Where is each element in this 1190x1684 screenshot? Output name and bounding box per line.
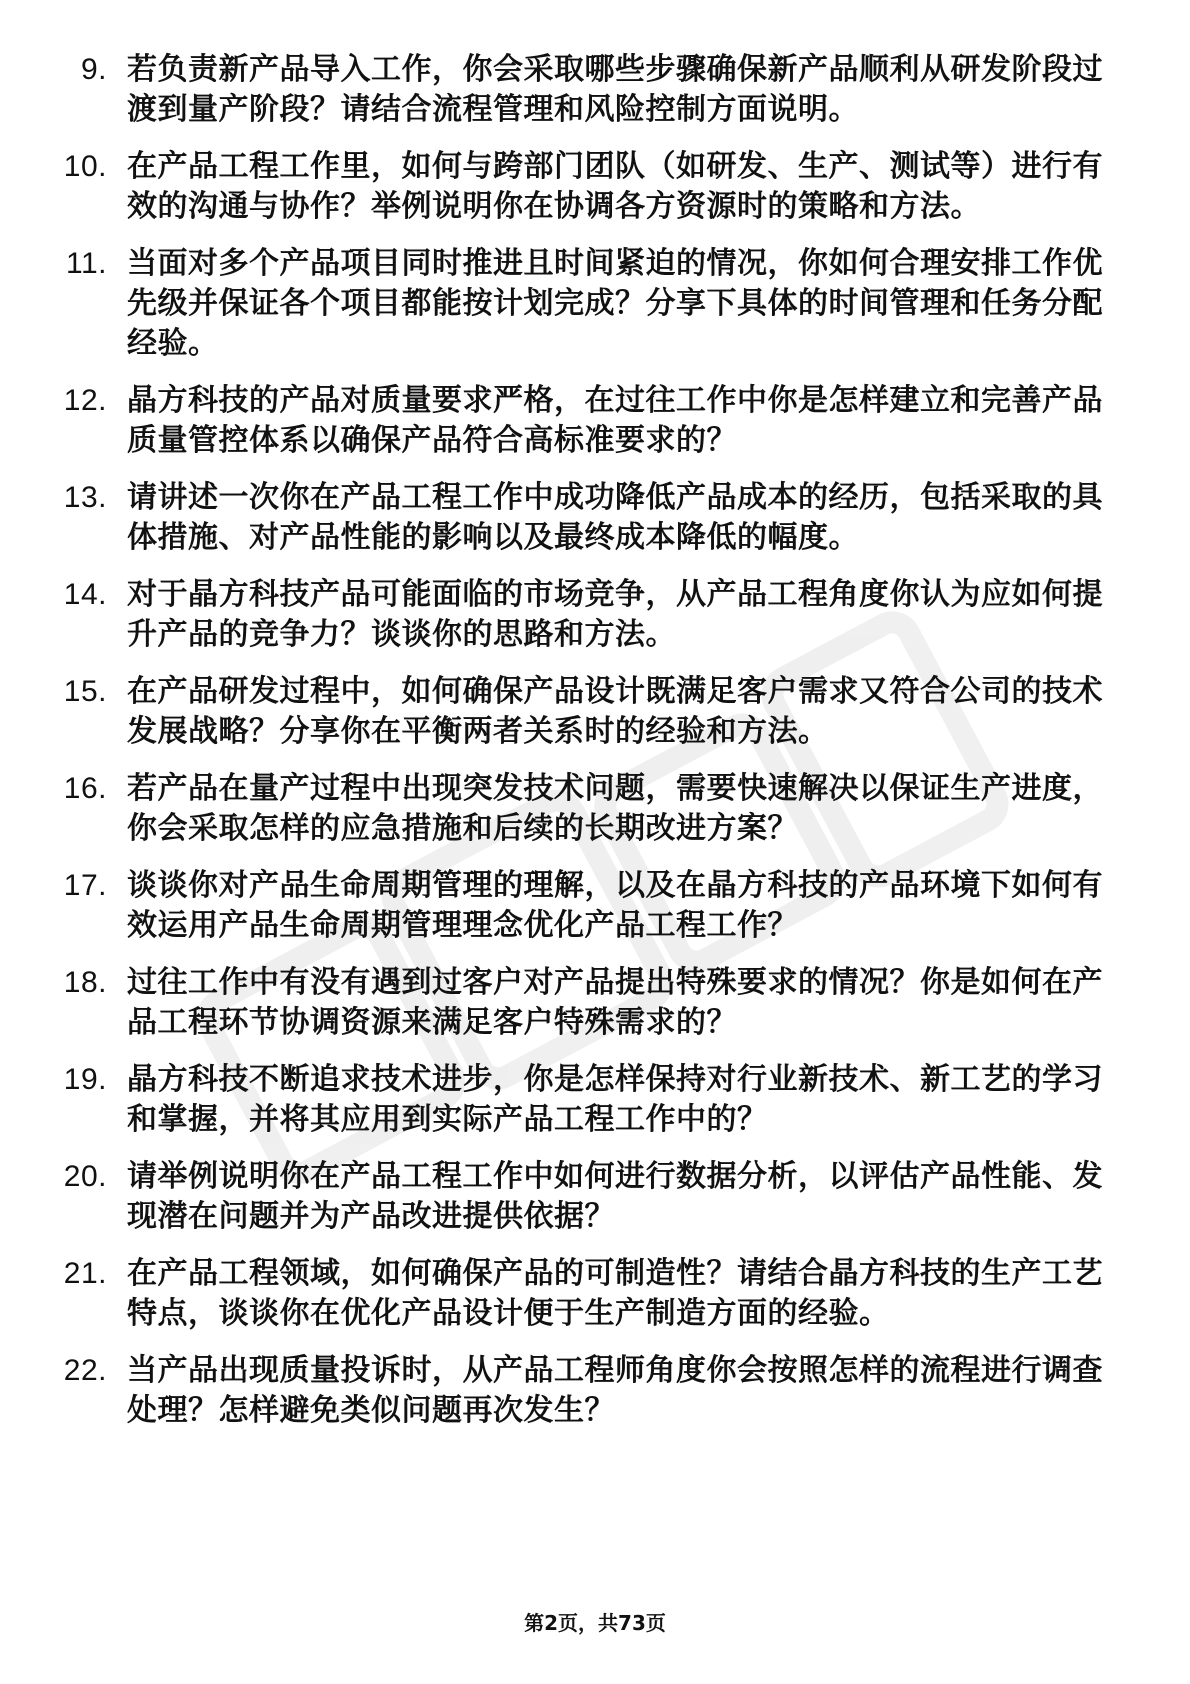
question-list xyxy=(0,50,1190,1448)
question-item xyxy=(0,672,1190,752)
page-footer xyxy=(0,1607,1190,1636)
question-item xyxy=(0,478,1190,558)
question-number: 13. xyxy=(63,481,107,514)
question-item xyxy=(0,963,1190,1043)
question-number: 16. xyxy=(63,772,107,805)
question-text: 在产品研发过程中，如何确保产品设计既满足客户需求又符合公司的技术发展战略？分享你在平衡两者关系时的经验和方法。 xyxy=(127,674,1103,749)
question-text: 若负责新产品导入工作，你会采取哪些步骤确保新产品顺利从研发阶段过渡到量产阶段？请结合流程管理和风险控制方面说明。 xyxy=(127,52,1103,127)
question-text: 过往工作中有没有遇到过客户对产品提出特殊要求的情况？你是如何在产品工程环节协调资源来满足客户特殊需求的？ xyxy=(127,965,1103,1040)
question-item xyxy=(0,866,1190,946)
question-number: 10. xyxy=(63,150,107,183)
question-text: 请举例说明你在产品工程工作中如何进行数据分析，以评估产品性能、发现潜在问题并为产品改进提供依据？ xyxy=(127,1159,1103,1234)
question-item xyxy=(0,244,1190,364)
question-number: 14. xyxy=(63,578,107,611)
question-text: 晶方科技不断追求技术进步，你是怎样保持对行业新技术、新工艺的学习和掌握，并将其应用到实际产品工程工作中的？ xyxy=(127,1062,1103,1137)
question-number: 9. xyxy=(80,53,107,86)
question-text: 在产品工程工作里，如何与跨部门团队（如研发、生产、测试等）进行有效的沟通与协作？举例说明你在协调各方资源时的策略和方法。 xyxy=(127,149,1103,224)
question-item xyxy=(0,381,1190,461)
question-item xyxy=(0,1157,1190,1237)
question-number: 11. xyxy=(66,247,107,280)
question-number: 19. xyxy=(63,1063,107,1096)
question-number: 20. xyxy=(63,1160,107,1193)
question-text: 当面对多个产品项目同时推进且时间紧迫的情况，你如何合理安排工作优先级并保证各个项目都能按计划完成？分享下具体的时间管理和任务分配经验。 xyxy=(127,246,1103,361)
question-item xyxy=(0,50,1190,130)
question-item xyxy=(0,769,1190,849)
question-text: 当产品出现质量投诉时，从产品工程师角度你会按照怎样的流程进行调查处理？怎样避免类似问题再次发生？ xyxy=(127,1353,1103,1428)
question-number: 17. xyxy=(63,869,107,902)
question-number: 18. xyxy=(63,966,107,999)
question-number: 22. xyxy=(63,1354,107,1387)
question-text: 对于晶方科技产品可能面临的市场竞争，从产品工程角度你认为应如何提升产品的竞争力？谈谈你的思路和方法。 xyxy=(127,577,1103,652)
question-text: 在产品工程领域，如何确保产品的可制造性？请结合晶方科技的生产工艺特点，谈谈你在优化产品设计便于生产制造方面的经验。 xyxy=(127,1256,1103,1331)
question-item xyxy=(0,575,1190,655)
question-item xyxy=(0,1254,1190,1334)
question-item xyxy=(0,147,1190,227)
question-text: 若产品在量产过程中出现突发技术问题，需要快速解决以保证生产进度，你会采取怎样的应急措施和后续的长期改进方案？ xyxy=(127,771,1103,846)
question-text: 请讲述一次你在产品工程工作中成功降低产品成本的经历，包括采取的具体措施、对产品性能的影响以及最终成本降低的幅度。 xyxy=(127,480,1103,555)
page-number-label: 第2页，共73页 xyxy=(524,1611,666,1635)
question-item xyxy=(0,1060,1190,1140)
question-text: 晶方科技的产品对质量要求严格，在过往工作中你是怎样建立和完善产品质量管控体系以确保产品符合高标准要求的？ xyxy=(127,383,1103,458)
question-item xyxy=(0,1351,1190,1431)
question-number: 12. xyxy=(63,384,107,417)
question-number: 15. xyxy=(63,675,107,708)
question-text: 谈谈你对产品生命周期管理的理解，以及在晶方科技的产品环境下如何有效运用产品生命周期管理理念优化产品工程工作？ xyxy=(127,868,1103,943)
question-number: 21. xyxy=(63,1257,107,1290)
